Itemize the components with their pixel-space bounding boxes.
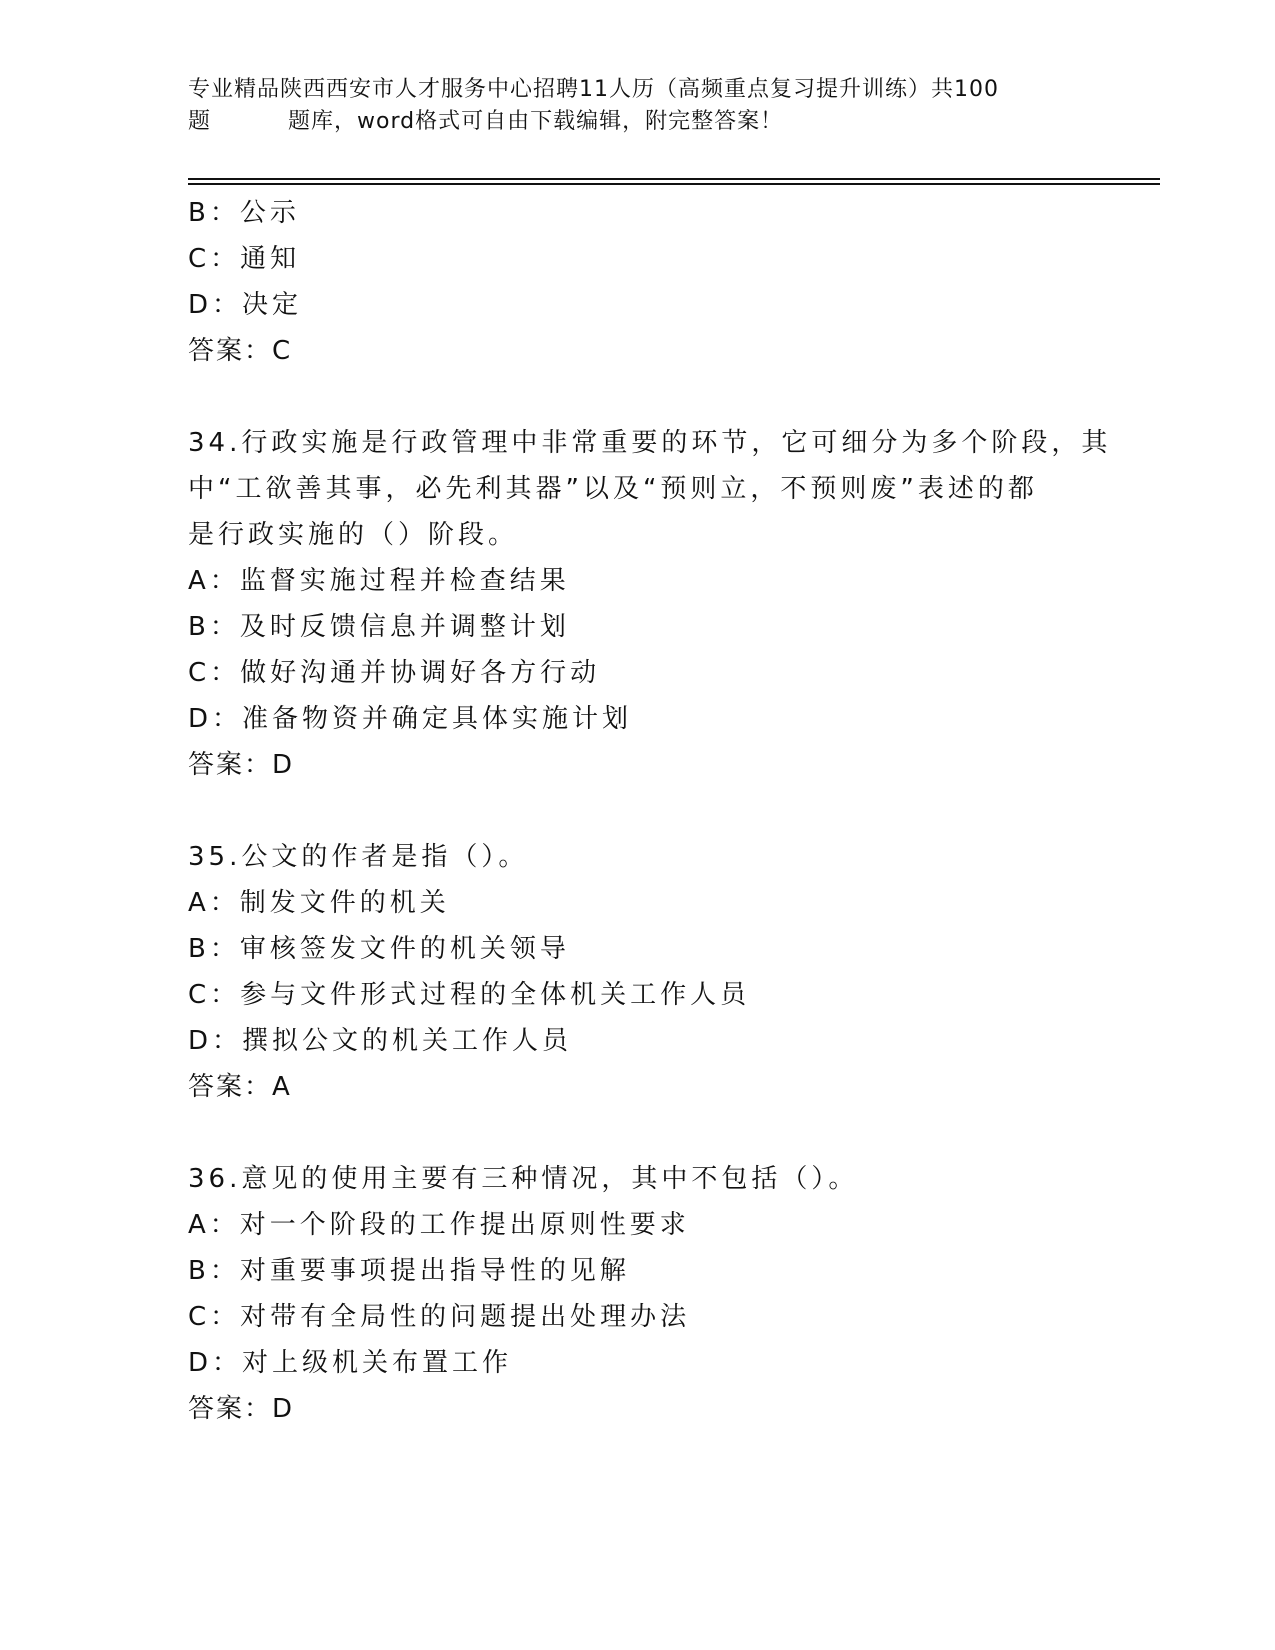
answer-line: 答案：D	[188, 750, 295, 780]
option-b: B：公示	[188, 198, 300, 228]
answer-line: 答案：C	[188, 336, 293, 366]
document-body	[188, 190, 1112, 1432]
option-d: D：对上级机关布置工作	[188, 1348, 513, 1378]
option-a: A：监督实施过程并检查结果	[188, 566, 570, 596]
answer-line: 答案：D	[188, 1394, 295, 1424]
question-text-line: 35.公文的作者是指（）。	[188, 842, 529, 872]
header-title-line1: 专业精品陕西西安市人才服务中心招聘11人历（高频重点复习提升训练）共100	[188, 77, 999, 102]
option-c: C：参与文件形式过程的全体机关工作人员	[188, 980, 751, 1010]
option-c: C：对带有全局性的问题提出处理办法	[188, 1302, 691, 1332]
question-34	[188, 420, 1112, 788]
question-text-line: 是行政实施的（）阶段。	[188, 520, 519, 550]
question-36	[188, 1156, 1088, 1432]
option-d: D：决定	[188, 290, 303, 320]
option-b: B：审核签发文件的机关领导	[188, 934, 570, 964]
question-text-line: 中“工欲善其事，必先利其器”以及“预则立，不预则废”表述的都	[188, 474, 1038, 504]
option-d: D：准备物资并确定具体实施计划	[188, 704, 633, 734]
header-title-line2-right: 题库，word格式可自由下载编辑，附完整答案！	[288, 109, 784, 134]
option-c: C：通知	[188, 244, 301, 274]
option-b: B：对重要事项提出指导性的见解	[188, 1256, 630, 1286]
option-a: A：对一个阶段的工作提出原则性要求	[188, 1210, 690, 1240]
continued-question	[188, 190, 1088, 374]
header-rule-top	[188, 178, 1160, 180]
option-a: A：制发文件的机关	[188, 888, 450, 918]
header-title-line2-left: 题	[188, 109, 212, 134]
document-header	[188, 74, 1088, 138]
question-text-line: 36.意见的使用主要有三种情况，其中不包括（）。	[188, 1164, 859, 1194]
header-rule-bottom	[188, 183, 1160, 185]
option-d: D：撰拟公文的机关工作人员	[188, 1026, 573, 1056]
header-title-line2	[188, 106, 1088, 138]
option-b: B：及时反馈信息并调整计划	[188, 612, 570, 642]
question-35	[188, 834, 1088, 1110]
answer-line: 答案：A	[188, 1072, 292, 1102]
option-c: C：做好沟通并协调好各方行动	[188, 658, 601, 688]
question-text-line: 34.行政实施是行政管理中非常重要的环节，它可细分为多个阶段，其	[188, 428, 1112, 458]
